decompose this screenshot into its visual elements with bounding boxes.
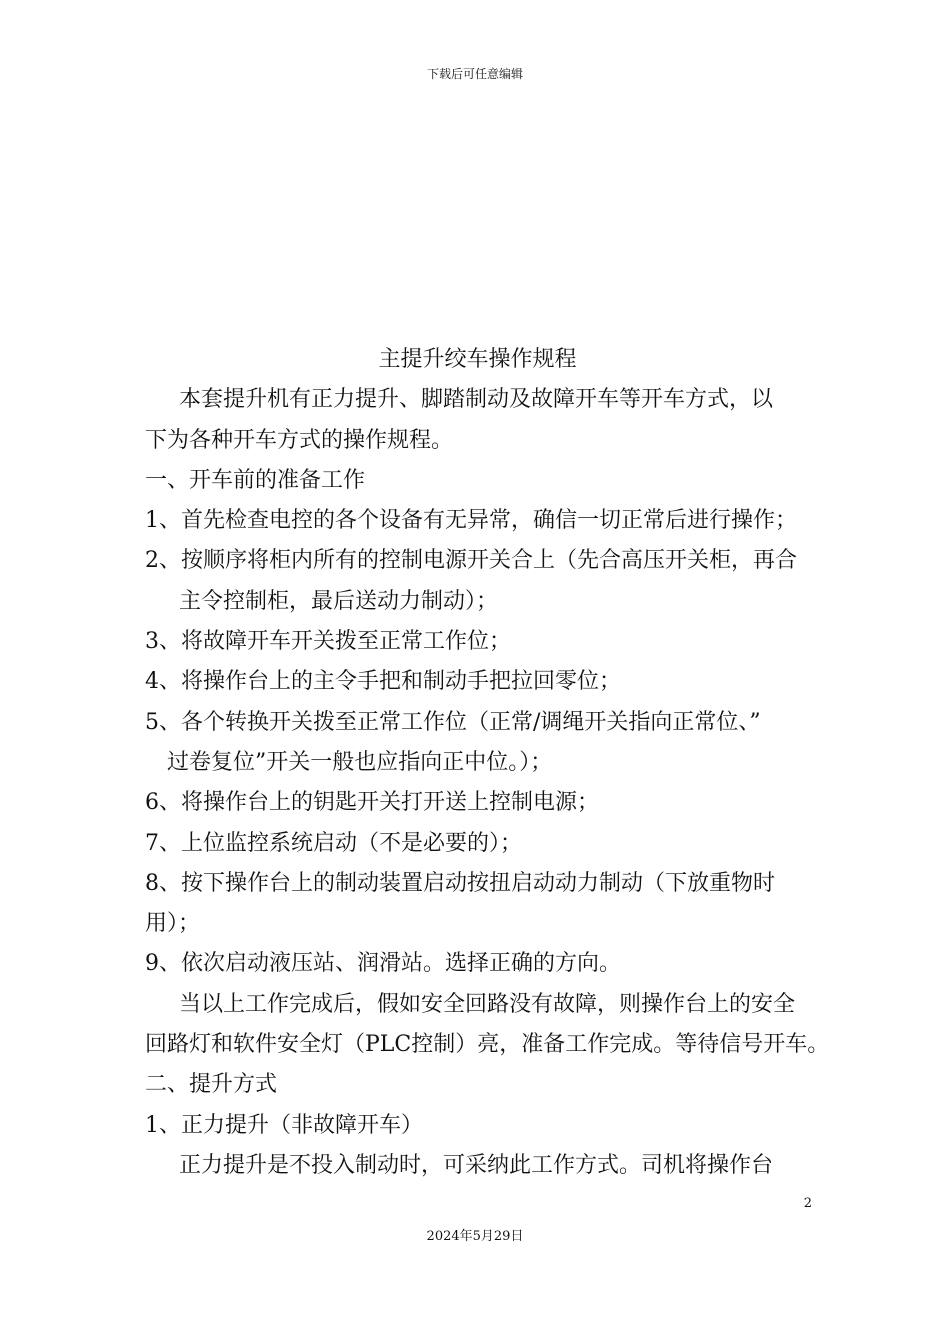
paragraph-line: 正力提升是不投入制动时，可采纳此工作方式。司机将操作台 <box>179 1152 774 1178</box>
paragraph-line: 下为各种开车方式的操作规程。 <box>145 427 454 453</box>
document-body <box>145 340 830 1186</box>
list-item-continuation: 用）； <box>145 911 201 937</box>
list-item: 2、按顺序将柜内所有的控制电源开关合上（先合高压开关柜，再合 <box>145 548 797 574</box>
list-item-continuation: 主令控制柜，最后送动力制动）； <box>179 588 499 614</box>
list-item: 1、正力提升（非故障开车） <box>145 1112 423 1138</box>
list-item: 5、各个转换开关拨至正常工作位（正常/调绳开关指向正常位、” <box>145 709 761 735</box>
list-item-continuation: 过卷复位”开关一般也应指向正中位。）； <box>167 749 553 775</box>
document-title: 主提升绞车操作规程 <box>378 347 577 372</box>
list-item: 1、首先检查电控的各个设备有无异常，确信一切正常后进行操作； <box>145 508 797 534</box>
footer-date: 2024年5月29日 <box>426 1229 524 1244</box>
list-item: 3、将故障开车开关拨至正常工作位； <box>145 629 511 655</box>
page-number: 2 <box>803 1196 812 1211</box>
paragraph-line: 回路灯和软件安全灯（PLC控制）亮，准备工作完成。等待信号开车。 <box>145 1032 830 1058</box>
list-item: 8、按下操作台上的制动装置启动按扭启动动力制动（下放重物时 <box>145 870 775 896</box>
list-item: 4、将操作台上的主令手把和制动手把拉回零位； <box>145 669 621 695</box>
header-note: 下载后可任意编辑 <box>426 67 523 81</box>
list-item: 7、上位监控系统启动（不是必要的）； <box>145 830 522 856</box>
section-heading: 二、提升方式 <box>145 1072 278 1098</box>
list-item: 9、依次启动液压站、润滑站。选择正确的方向。 <box>145 951 621 977</box>
list-item: 6、将操作台上的钥匙开关打开送上控制电源； <box>145 790 599 816</box>
paragraph-line: 本套提升机有正力提升、脚踏制动及故障开车等开车方式，以 <box>179 387 774 413</box>
paragraph-line: 当以上工作完成后，假如安全回路没有故障，则操作台上的安全 <box>179 991 796 1017</box>
section-heading: 一、开车前的准备工作 <box>145 467 366 493</box>
